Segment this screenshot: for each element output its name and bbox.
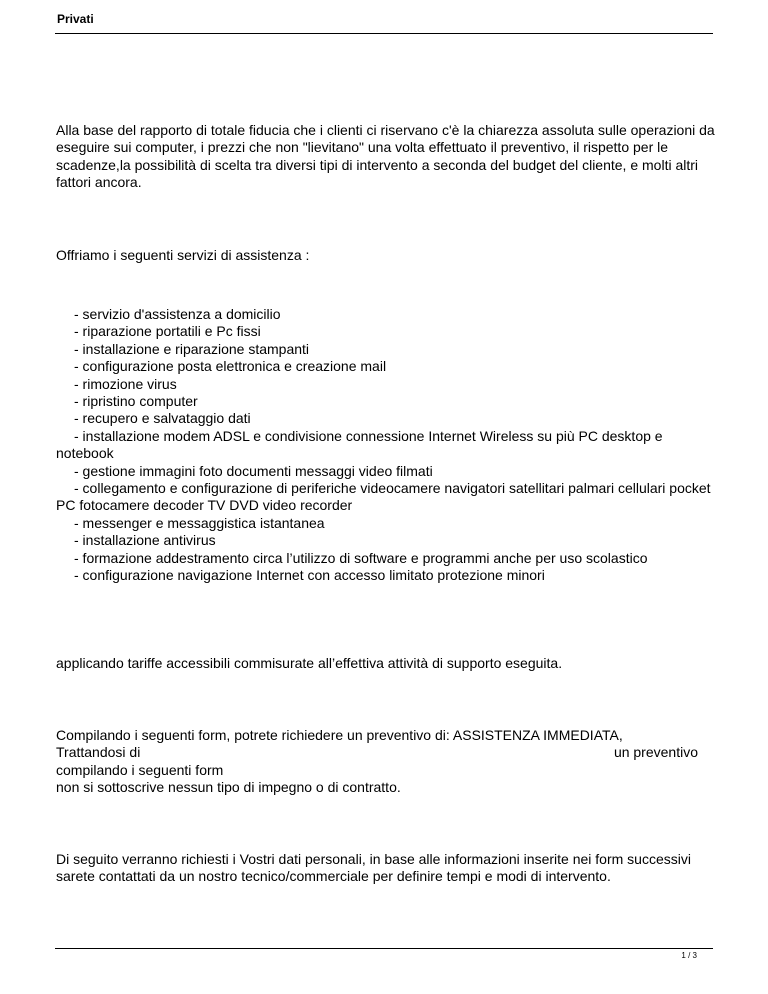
- form-paragraph-fragment: Trattandosi di: [56, 744, 141, 761]
- services-list: [56, 306, 716, 585]
- rates-paragraph: applicando tariffe accessibili commisurate all’effettiva attività di supporto eseguita.: [56, 655, 563, 671]
- list-item: - servizio d'assistenza a domicilio: [74, 306, 281, 322]
- page-number: 1 / 3: [681, 951, 697, 960]
- header-divider: [55, 33, 713, 34]
- list-item: - recupero e salvataggio dati: [74, 410, 251, 427]
- contact-paragraph: Di seguito verranno richiesti i Vostri dati personali, in base alle informazioni inserite nei form successivi sarete contattati da un nostro tecnico/commerciale per definire tempi e modi di intervento.: [56, 851, 691, 885]
- list-item: - installazione modem ADSL e condivisione connessione Internet Wireless su più PC desktop e notebook: [56, 427, 663, 462]
- form-paragraph-line: [56, 744, 698, 761]
- footer-divider: [55, 948, 713, 949]
- list-item: - configurazione navigazione Internet con accesso limitato protezione minori: [74, 567, 545, 584]
- form-paragraph-line: Compilando i seguenti form, potrete richiedere un preventivo di: ASSISTENZA IMMEDIATA,: [56, 727, 623, 743]
- list-item: - formazione addestramento circa l’utilizzo di software e programmi anche per uso scolastico: [74, 549, 648, 566]
- list-item: - riparazione portatili e Pc fissi: [74, 323, 261, 340]
- intro-paragraph: Alla base del rapporto di totale fiducia che i clienti ci riservano c'è la chiarezza assoluta sulle operazioni da eseguire sui computer, i prezzi che non "lievitano" una volta effettuato il preventivo, il rispetto per le scadenze,la possibilità di scelta tra diversi tipi di intervento a seconda del budget del cliente, e molti altri fattori ancora.: [56, 122, 715, 191]
- list-item: - installazione e riparazione stampanti: [74, 340, 310, 357]
- form-paragraph-line: compilando i seguenti form: [56, 761, 224, 778]
- form-paragraph-fragment: un preventivo: [613, 744, 698, 761]
- list-item: - installazione antivirus: [74, 532, 216, 549]
- list-item: - rimozione virus: [74, 375, 177, 392]
- list-item: - messenger e messaggistica istantanea: [74, 514, 325, 531]
- list-item: - collegamento e configurazione di periferiche videocamere navigatori satellitari palmari cellulari pocket PC fotocamere decoder TV DVD video recorder: [56, 480, 711, 514]
- form-paragraph-line: non si sottoscrive nessun tipo di impegno o di contratto.: [56, 779, 401, 796]
- page-header-title: Privati: [57, 12, 94, 26]
- services-intro: Offriamo i seguenti servizi di assistenza :: [56, 247, 310, 263]
- list-item: - gestione immagini foto documenti messaggi video filmati: [74, 462, 433, 479]
- list-item: - ripristino computer: [74, 393, 198, 410]
- form-paragraph: [56, 727, 716, 797]
- list-item: - configurazione posta elettronica e creazione mail: [74, 358, 387, 375]
